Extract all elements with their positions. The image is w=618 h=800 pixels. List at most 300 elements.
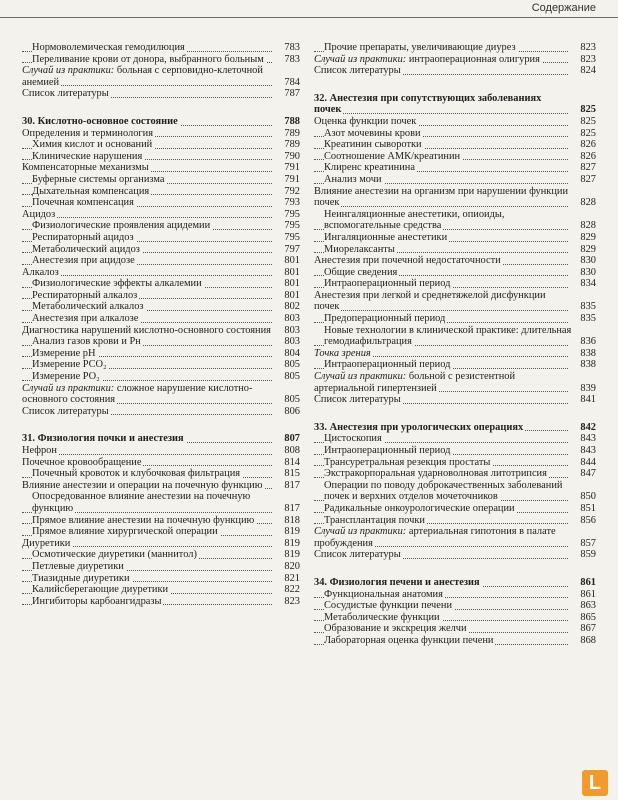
toc-entry[interactable]	[22, 88, 300, 100]
toc-entry-title	[22, 348, 276, 360]
toc-entry[interactable]	[22, 162, 300, 174]
toc-entry-title	[22, 406, 276, 418]
toc-page-number: 838	[580, 359, 596, 371]
toc-entry[interactable]	[22, 151, 300, 163]
toc-entry-title	[314, 577, 572, 589]
toc-entry[interactable]	[314, 549, 596, 561]
toc-entry[interactable]	[314, 232, 596, 244]
case-label: Случай из практики:	[22, 65, 115, 77]
toc-entry-text: Прямое влияние анестезии на почечную функцию	[32, 514, 255, 526]
toc-page-number: 835	[580, 301, 596, 313]
toc-entry-text: Анестезия при почечной недостаточности	[314, 255, 501, 267]
toc-entry[interactable]	[22, 468, 300, 480]
toc-entry-title	[314, 503, 572, 515]
toc-page-number: 818	[284, 514, 300, 526]
toc-page-number: 838	[580, 347, 596, 359]
toc-entry-text: Операции по поводу доброкачественных заболеваний почек и верхних отделов мочеточников	[324, 479, 563, 503]
toc-entry[interactable]	[314, 313, 596, 325]
toc-page-number: 861	[580, 576, 596, 588]
toc-page-number: 847	[580, 468, 596, 480]
toc-entry[interactable]	[22, 573, 300, 585]
toc-entry-text: Трансуретральная резекция простаты	[324, 456, 491, 468]
toc-entry-title	[314, 445, 572, 457]
toc-entry[interactable]	[22, 220, 300, 232]
toc-page-number: 821	[284, 572, 300, 584]
toc-page-number: 802	[284, 301, 300, 313]
toc-page-number: 827	[580, 162, 596, 174]
toc-entry-title	[22, 538, 276, 550]
toc-chapter-entry[interactable]	[22, 116, 300, 128]
toc-page-number: 834	[580, 278, 596, 290]
toc-page-number: 787	[284, 88, 300, 100]
toc-entry-text: Интраоперационный период	[324, 278, 451, 290]
toc-chapter-entry[interactable]	[314, 422, 596, 434]
toc-entry[interactable]	[314, 139, 596, 151]
toc-entry-title	[22, 433, 276, 445]
toc-entry-text: Дыхательная компенсация	[32, 185, 150, 197]
toc-entry[interactable]	[22, 538, 300, 550]
toc-entry-title	[22, 371, 276, 383]
toc-entry-title	[314, 244, 572, 256]
toc-page-number: 867	[580, 623, 596, 635]
toc-entry[interactable]	[314, 433, 596, 445]
toc-page-number: 851	[580, 502, 596, 514]
toc-entry-title	[314, 348, 572, 360]
toc-entry-title	[314, 186, 572, 209]
toc-entry-title	[314, 359, 572, 371]
section-gap	[22, 417, 300, 424]
toc-entry-text: Почечное кровообращение	[22, 456, 142, 468]
toc-entry-text: Петлевые диуретики	[32, 560, 124, 572]
toc-entry-text: Интраоперационный период	[324, 359, 451, 371]
toc-page-number: 795	[284, 208, 300, 220]
toc-entry-title	[22, 584, 276, 596]
toc-entry-text: 34. Физиология печени и анестезия	[314, 576, 480, 588]
toc-entry-text: Физиологические проявления ацидемии	[32, 220, 211, 232]
toc-entry-text: Влияние анестезии и операции на почечную функцию	[22, 479, 263, 491]
toc-entry-title	[314, 162, 572, 174]
toc-entry-text: Анестезия при ацидозе	[32, 255, 135, 267]
toc-page-number: 819	[284, 537, 300, 549]
case-label: Случай из практики:	[314, 371, 407, 383]
toc-entry-title	[22, 162, 276, 174]
case-label: Случай из практики:	[314, 53, 407, 65]
toc-entry[interactable]	[314, 174, 596, 186]
toc-entry[interactable]	[314, 468, 596, 480]
toc-entry-text: Физиологические эффекты алкалемии	[32, 278, 202, 290]
toc-page-number: 793	[284, 197, 300, 209]
toc-entry[interactable]	[314, 589, 596, 601]
toc-entry-title	[22, 186, 276, 198]
toc-entry[interactable]	[22, 371, 300, 383]
toc-entry-title	[314, 422, 572, 434]
section-gap	[22, 100, 300, 107]
toc-entry[interactable]	[22, 255, 300, 267]
toc-entry[interactable]	[22, 359, 300, 371]
toc-entry[interactable]	[22, 290, 300, 302]
toc-entry[interactable]	[22, 549, 300, 561]
toc-entry-title	[22, 88, 276, 100]
toc-entry-title	[314, 600, 572, 612]
case-label: Случай из практики:	[22, 382, 115, 394]
toc-page-number: 839	[580, 382, 596, 394]
toc-entry-text: Список литературы	[314, 394, 401, 406]
toc-entry-title	[22, 290, 276, 302]
toc-page-number: 823	[580, 42, 596, 53]
toc-entry[interactable]	[314, 116, 596, 128]
toc-page-number: 841	[580, 394, 596, 406]
toc-page-number: 797	[284, 243, 300, 255]
toc-entry-title	[22, 116, 276, 128]
toc-entry[interactable]	[314, 42, 596, 54]
toc-entry[interactable]	[314, 457, 596, 469]
toc-entry-text: Прочие препараты, увеличивающие диурез	[324, 42, 516, 53]
toc-entry[interactable]	[22, 584, 300, 596]
toc-entry[interactable]	[314, 325, 596, 348]
toc-entry-title	[22, 197, 276, 209]
case-label: Случай из практики:	[314, 526, 407, 538]
toc-entry[interactable]	[314, 255, 596, 267]
toc-page-number: 803	[284, 313, 300, 325]
toc-page-number: 823	[284, 595, 300, 607]
toc-chapter-entry[interactable]	[314, 577, 596, 589]
toc-entry-text: Новые технологии в клинической практике: длительная гемодиафильтрация	[324, 324, 572, 348]
toc-entry-title	[22, 220, 276, 232]
toc-entry[interactable]	[22, 54, 300, 66]
toc-entry[interactable]	[22, 209, 300, 221]
toc-entry-text: Креатинин сыворотки	[324, 139, 422, 151]
toc-entry-title	[22, 313, 276, 325]
toc-entry[interactable]	[22, 313, 300, 325]
toc-entry-text: Осмотические диуретики (маннитол)	[32, 549, 197, 561]
toc-entry[interactable]	[22, 383, 300, 406]
toc-page-number: 807	[284, 433, 300, 445]
toc-entry[interactable]	[22, 174, 300, 186]
toc-entry[interactable]	[22, 336, 300, 348]
toc-page-number: 850	[580, 491, 596, 503]
toc-entry[interactable]	[22, 232, 300, 244]
toc-entry-title	[314, 433, 572, 445]
toc-entry-title	[314, 526, 572, 549]
toc-page-number: 825	[580, 115, 596, 127]
toc-page-number: 836	[580, 336, 596, 348]
toc-page-number: 863	[580, 600, 596, 612]
toc-entry[interactable]	[314, 371, 596, 394]
toc-page-number: 826	[580, 150, 596, 162]
toc-entry-title	[314, 278, 572, 290]
toc-page-number: 791	[284, 173, 300, 185]
toc-entry-title	[314, 139, 572, 151]
toc-entry[interactable]	[314, 503, 596, 515]
toc-page-number: 789	[284, 139, 300, 151]
toc-entry-text: Прямое влияние хирургической операции	[32, 526, 218, 538]
toc-page-number: 828	[580, 197, 596, 209]
toc-page-number: 825	[580, 127, 596, 139]
toc-entry-title	[22, 54, 276, 66]
toc-column-left	[22, 42, 300, 607]
toc-entry-title	[22, 515, 276, 527]
toc-page-number: 792	[284, 185, 300, 197]
toc-entry[interactable]	[314, 278, 596, 290]
toc-page-number: 805	[284, 371, 300, 383]
toc-page-number: 820	[284, 560, 300, 572]
toc-page-number: 861	[580, 588, 596, 600]
toc-page-number: 826	[580, 139, 596, 151]
toc-entry-text: Буферные системы организма	[32, 173, 165, 185]
toc-entry-text: Азот мочевины крови	[324, 127, 421, 139]
toc-entry-title	[22, 445, 276, 457]
toc-entry-title	[314, 468, 572, 480]
toc-entry[interactable]	[314, 267, 596, 279]
toc-entry[interactable]	[314, 623, 596, 635]
toc-entry-text: Измерение PO₂	[32, 371, 100, 383]
toc-entry[interactable]	[314, 162, 596, 174]
toc-entry-text: Сосудистые функции печени	[324, 600, 453, 612]
toc-page-number: 844	[580, 456, 596, 468]
toc-entry[interactable]	[314, 359, 596, 371]
toc-entry-title	[22, 232, 276, 244]
toc-chapter-entry[interactable]	[314, 93, 596, 116]
toc-entry[interactable]	[314, 526, 596, 549]
toc-entry-title	[314, 151, 572, 163]
toc-entry-text: Неингаляционные анестетики, опиоиды, вспомогательные средства	[324, 208, 505, 232]
toc-page-number: 819	[284, 549, 300, 561]
toc-entry-text: Почечный кровоток и клубочковая фильтрация	[32, 468, 241, 480]
toc-entry[interactable]	[22, 65, 300, 88]
toc-entry-text: Клинические нарушения	[32, 150, 143, 162]
toc-page-number: 801	[284, 266, 300, 278]
toc-page-number: 795	[284, 231, 300, 243]
toc-entry-text: Анестезия при легкой и среднетяжелой дисфункции почек	[314, 289, 546, 313]
toc-page-number: 783	[284, 53, 300, 65]
toc-entry-title	[314, 116, 572, 128]
toc-entry[interactable]	[22, 278, 300, 290]
toc-page-number: 804	[284, 347, 300, 359]
toc-page-number: 808	[284, 445, 300, 456]
toc-entry-title	[314, 54, 572, 66]
toc-page-number: 825	[580, 104, 596, 116]
toc-entry-text: Нормоволемическая гемодилюция	[32, 42, 185, 53]
section-gap	[314, 77, 596, 84]
toc-page-number: 830	[580, 255, 596, 267]
toc-page-number: 806	[284, 405, 300, 417]
toc-page-number: 817	[284, 479, 300, 491]
toc-page-number: 801	[284, 289, 300, 301]
toc-entry-title	[22, 209, 276, 221]
toc-entry-title	[314, 209, 572, 232]
toc-entry-title	[22, 491, 276, 514]
toc-entry[interactable]	[314, 244, 596, 256]
toc-entry[interactable]	[22, 526, 300, 538]
toc-entry-title	[22, 65, 276, 88]
toc-page-number: 819	[284, 526, 300, 538]
toc-entry[interactable]	[22, 596, 300, 608]
toc-entry-text: Нефрон	[22, 445, 57, 456]
toc-entry-title	[314, 589, 572, 601]
toc-entry[interactable]	[314, 290, 596, 313]
toc-entry[interactable]	[22, 186, 300, 198]
toc-entry-text: Трансплантация почки	[324, 514, 425, 526]
toc-column-right	[314, 42, 596, 647]
toc-entry-title	[314, 232, 572, 244]
toc-entry-title	[22, 151, 276, 163]
toc-entry[interactable]	[314, 151, 596, 163]
toc-chapter-entry[interactable]	[22, 433, 300, 445]
toc-entry-text: Экстракорпоральная ударноволновая литотрипсия	[324, 468, 547, 480]
toc-entry[interactable]	[22, 445, 300, 457]
toc-entry[interactable]	[22, 515, 300, 527]
toc-entry-title	[22, 596, 276, 608]
toc-entry-title	[22, 561, 276, 573]
toc-entry[interactable]	[22, 406, 300, 418]
toc-page-number: 857	[580, 537, 596, 549]
toc-page-number: 803	[284, 324, 300, 336]
toc-entry-text: Переливание крови от донора, выбранного больным	[32, 53, 264, 65]
toc-entry-text: Измерение PCO₂	[32, 359, 107, 371]
toc-entry[interactable]	[314, 186, 596, 209]
section-gap	[314, 406, 596, 413]
toc-page-number: 823	[580, 53, 596, 65]
toc-entry-title	[314, 623, 572, 635]
toc-entry-title	[22, 301, 276, 313]
toc-entry-title	[22, 128, 276, 140]
toc-entry[interactable]	[22, 457, 300, 469]
toc-entry-text: Анализ мочи	[324, 173, 382, 185]
toc-page-number: 824	[580, 65, 596, 77]
toc-entry-text: Лабораторная оценка функции печени	[324, 634, 494, 646]
toc-entry-title	[314, 612, 572, 624]
toc-page-number: 790	[284, 150, 300, 162]
toc-entry-text: Влияние анестезии на организм при нарушении функции почек	[314, 185, 569, 209]
toc-entry-text: 33. Анестезия при урологических операциях	[314, 421, 524, 433]
toc-entry-text: Анестезия при алкалозе	[32, 313, 139, 325]
toc-entry[interactable]	[314, 394, 596, 406]
toc-page-number: 788	[284, 115, 300, 127]
toc-entry[interactable]	[314, 128, 596, 140]
toc-entry-text: Случай из практики: больная с серповидно-клеточной анемией	[22, 65, 263, 88]
toc-entry-title	[314, 480, 572, 503]
toc-page-number: 842	[580, 421, 596, 433]
toc-entry-text: 30. Кислотно-основное состояние	[22, 115, 178, 127]
toc-page-number: 829	[580, 231, 596, 243]
toc-entry[interactable]	[314, 480, 596, 503]
toc-page-number: 783	[284, 42, 300, 53]
toc-page-number: 817	[284, 502, 300, 514]
toc-page-number: 791	[284, 162, 300, 174]
toc-page-number: 789	[284, 127, 300, 139]
toc-entry-title	[314, 394, 572, 406]
toc-entry-text: Список литературы	[22, 405, 109, 417]
toc-entry-text: Ацидоз	[22, 208, 56, 220]
toc-page-number: 835	[580, 313, 596, 325]
toc-entry[interactable]	[22, 128, 300, 140]
toc-entry-text: Химия кислот и оснований	[32, 139, 153, 151]
toc-entry[interactable]	[314, 635, 596, 647]
toc-entry-text: Метаболические функции	[324, 611, 440, 623]
toc-entry-title	[22, 383, 276, 406]
toc-entry-text	[314, 348, 373, 359]
toc-entry-title	[314, 255, 572, 267]
toc-entry[interactable]	[314, 515, 596, 527]
toc-entry-title	[314, 325, 572, 348]
toc-page-number: 827	[580, 173, 596, 185]
section-gap	[314, 561, 596, 568]
toc-entry[interactable]	[314, 54, 596, 66]
toc-entry-title	[314, 93, 572, 116]
toc-entry-text: Ингибиторы карбоангидразы	[32, 595, 162, 607]
toc-entry-text: Респираторный ацидоз	[32, 231, 134, 243]
toc-entry[interactable]	[22, 244, 300, 256]
toc-entry-title	[22, 480, 276, 492]
toc-entry-text: Случай из практики: сложное нарушение кислотно-основного состояния	[22, 382, 253, 406]
toc-page-number: 868	[580, 634, 596, 646]
toc-entry-text: 31. Физиология почки и анестезия	[22, 433, 184, 445]
case-label: Точка зрения	[314, 347, 371, 359]
toc-entry-title	[22, 457, 276, 469]
toc-entry[interactable]	[22, 267, 300, 279]
toc-entry[interactable]	[22, 301, 300, 313]
page-header	[0, 0, 618, 18]
toc-entry[interactable]	[314, 445, 596, 457]
toc-entry[interactable]	[22, 42, 300, 54]
toc-page-number: 795	[284, 220, 300, 232]
header-rule	[0, 17, 618, 18]
toc-entry-title	[22, 244, 276, 256]
toc-page-number: 829	[580, 243, 596, 255]
toc-entry-text: Диуретики	[22, 537, 71, 549]
toc-entry[interactable]	[314, 65, 596, 77]
toc-page-number: 859	[580, 549, 596, 561]
toc-entry-text: Почечная компенсация	[32, 197, 134, 209]
toc-entry-text: Предоперационный период	[324, 313, 446, 325]
toc-entry-title	[314, 549, 572, 561]
toc-page-number: 865	[580, 611, 596, 623]
toc-entry-text: Диагностика нарушений кислотно-основного состояния	[22, 324, 271, 336]
toc-page-number: 856	[580, 514, 596, 526]
toc-entry-title	[22, 573, 276, 585]
toc-entry-title	[314, 313, 572, 325]
toc-entry-text: Интраоперационный период	[324, 445, 451, 456]
toc-page-number: 843	[580, 445, 596, 456]
toc-entry[interactable]	[22, 197, 300, 209]
toc-entry[interactable]	[314, 600, 596, 612]
toc-page-number: 805	[284, 394, 300, 406]
toc-entry-title	[22, 526, 276, 538]
toc-entry-text: Соотношение АМК/креатинин	[324, 150, 461, 162]
toc-entry-text: Оценка функции почек	[314, 115, 417, 127]
toc-entry-title	[22, 174, 276, 186]
toc-entry-title	[22, 42, 276, 54]
toc-entry[interactable]	[22, 348, 300, 360]
toc-entry-title	[22, 359, 276, 371]
toc-page-number: 843	[580, 433, 596, 445]
toc-entry[interactable]	[22, 561, 300, 573]
toc-entry-title	[314, 42, 572, 54]
toc-entry-text: Алкалоз	[22, 266, 59, 278]
toc-entry[interactable]	[22, 139, 300, 151]
toc-entry[interactable]	[314, 209, 596, 232]
toc-entry[interactable]	[22, 480, 300, 492]
toc-entry-title	[22, 468, 276, 480]
toc-entry-title	[22, 336, 276, 348]
toc-entry[interactable]	[22, 325, 300, 337]
header-title: Содержание	[531, 2, 596, 14]
toc-page-number: 801	[284, 278, 300, 290]
toc-page-number: 822	[284, 584, 300, 596]
toc-entry[interactable]	[314, 612, 596, 624]
toc-entry[interactable]	[314, 348, 596, 360]
toc-entry[interactable]	[22, 491, 300, 514]
